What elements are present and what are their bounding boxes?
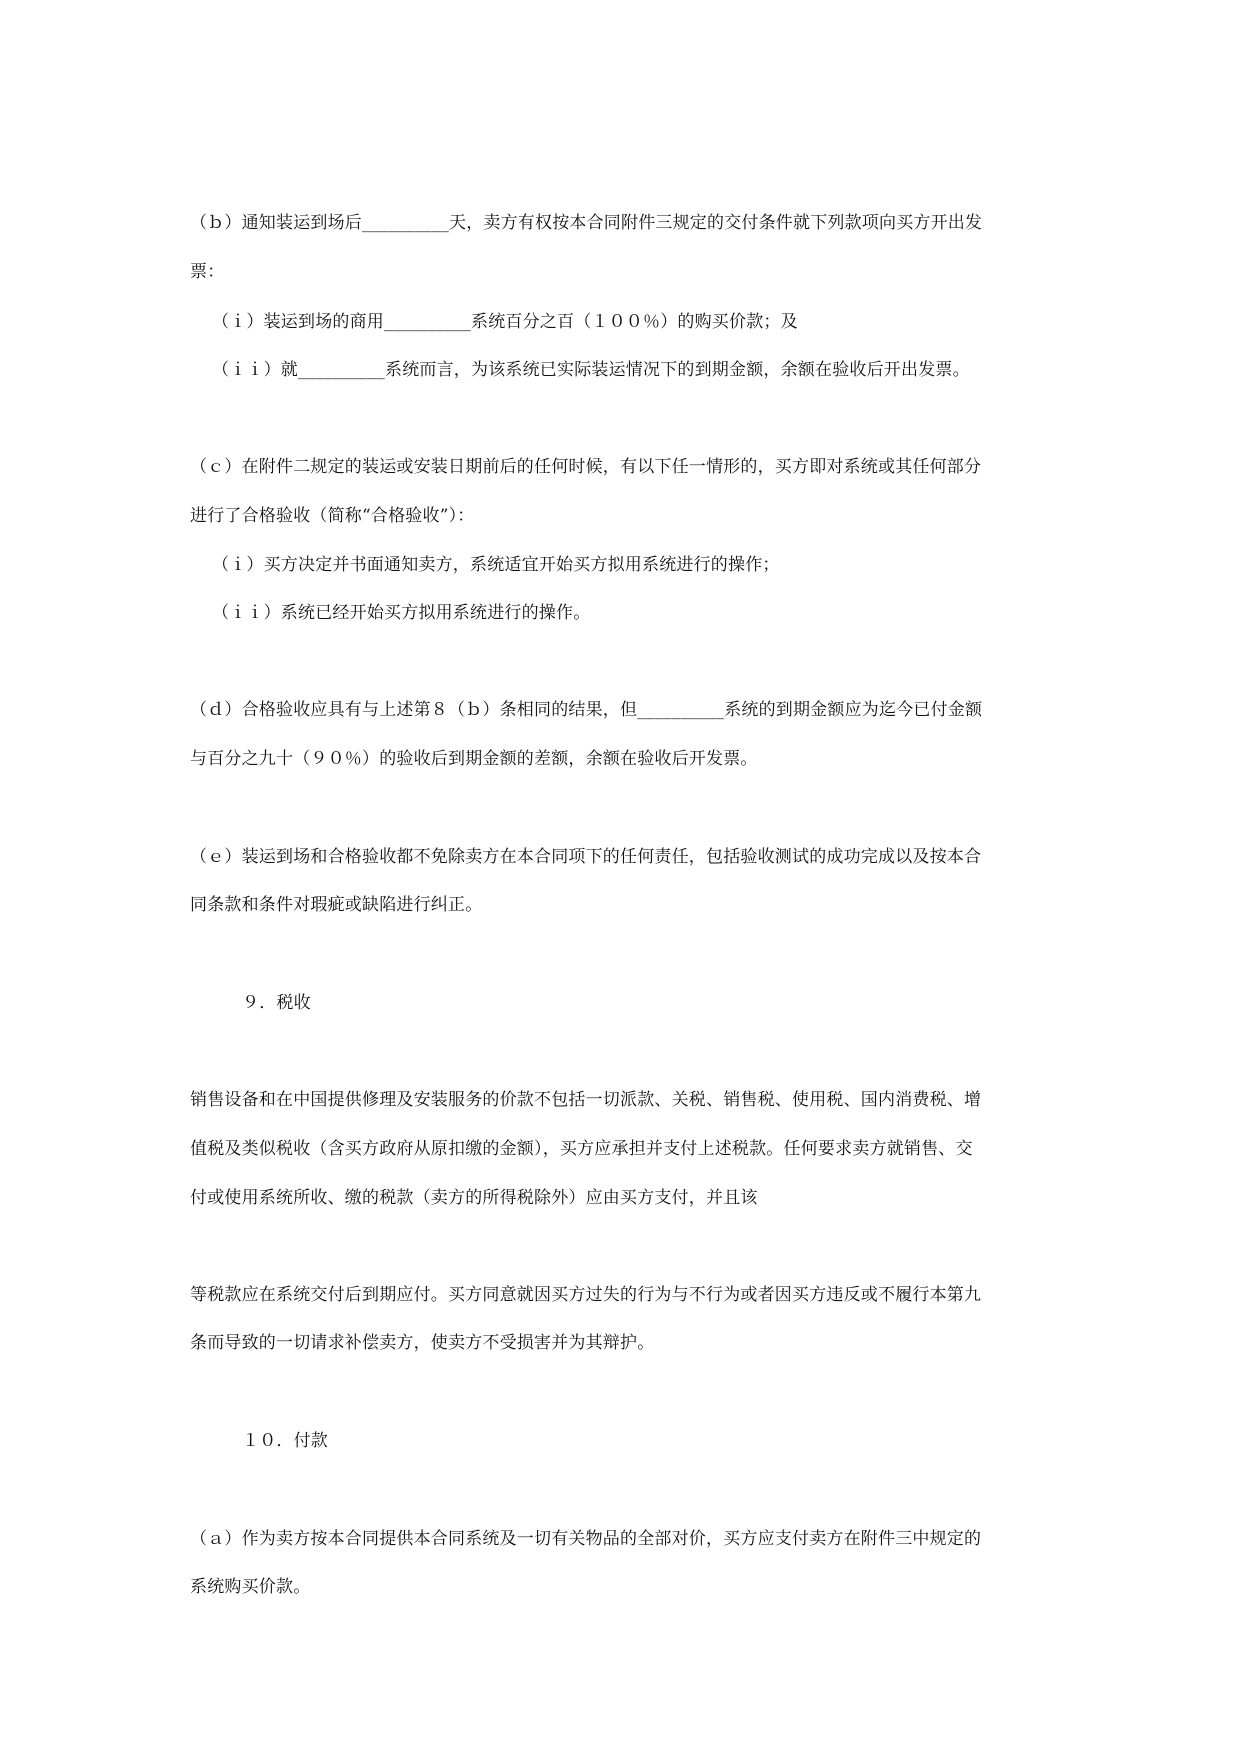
clause-10a-line-1: （ａ）作为卖方按本合同提供本合同系统及一切有关物品的全部对价，买方应支付卖方在附件三中规定的	[190, 1529, 982, 1549]
clause-8b-line-2: 票：	[190, 262, 225, 282]
clause-8e-line-1: （ｅ）装运到场和合格验收都不免除卖方在本合同项下的任何责任，包括验收测试的成功完成以及按本合	[190, 847, 982, 867]
clause-8c-line-2: 进行了合格验收（简称“合格验收”）：	[190, 506, 475, 526]
clause-8d-line-1: （ｄ）合格验收应具有与上述第８（ｂ）条相同的结果，但__________系统的到期金额应为迄今已付金额	[190, 700, 983, 720]
section-9-para-1-line-3: 付或使用系统所收、缴的税款（卖方的所得税除外）应由买方支付，并且该	[190, 1188, 758, 1208]
section-9-para-2-line-1: 等税款应在系统交付后到期应付。买方同意就因买方过失的行为与不行为或者因买方违反或不履行本第九	[190, 1285, 982, 1305]
section-9-para-2-line-2: 条而导致的一切请求补偿卖方，使卖方不受损害并为其辩护。	[190, 1333, 655, 1353]
clause-8c-i: （ｉ）买方决定并书面通知卖方，系统适宜开始买方拟用系统进行的操作；	[212, 555, 780, 575]
clause-10a-line-2: 系统购买价款。	[190, 1577, 311, 1597]
clause-8d-line-2: 与百分之九十（９０％）的验收后到期金额的差额，余额在验收后开发票。	[190, 749, 758, 769]
section-9-heading: ９．税收	[242, 993, 311, 1013]
section-10-heading: １０．付款	[242, 1431, 328, 1451]
clause-8b-ii: （ｉｉ）就__________系统而言，为该系统已实际装运情况下的到期金额，余额在验收后开出发票。	[212, 360, 970, 380]
section-9-para-1-line-2: 值税及类似税收（含买方政府从原扣缴的金额），买方应承担并支付上述税款。任何要求卖方就销售、交	[190, 1139, 973, 1159]
clause-8b-line-1: （ｂ）通知装运到场后__________天，卖方有权按本合同附件三规定的交付条件就下列款项向买方开出发	[190, 213, 983, 233]
clause-8c-ii: （ｉｉ）系统已经开始买方拟用系统进行的操作。	[212, 603, 591, 623]
section-9-para-1-line-1: 销售设备和在中国提供修理及安装服务的价款不包括一切派款、关税、销售税、使用税、国内消费税、增	[190, 1090, 982, 1110]
clause-8b-i: （ｉ）装运到场的商用__________系统百分之百（１００％）的购买价款；及	[212, 312, 798, 332]
clause-8e-line-2: 同条款和条件对瑕疵或缺陷进行纠正。	[190, 895, 483, 915]
clause-8c-line-1: （ｃ）在附件二规定的装运或安装日期前后的任何时候，有以下任一情形的，买方即对系统或其任何部分	[190, 457, 982, 477]
